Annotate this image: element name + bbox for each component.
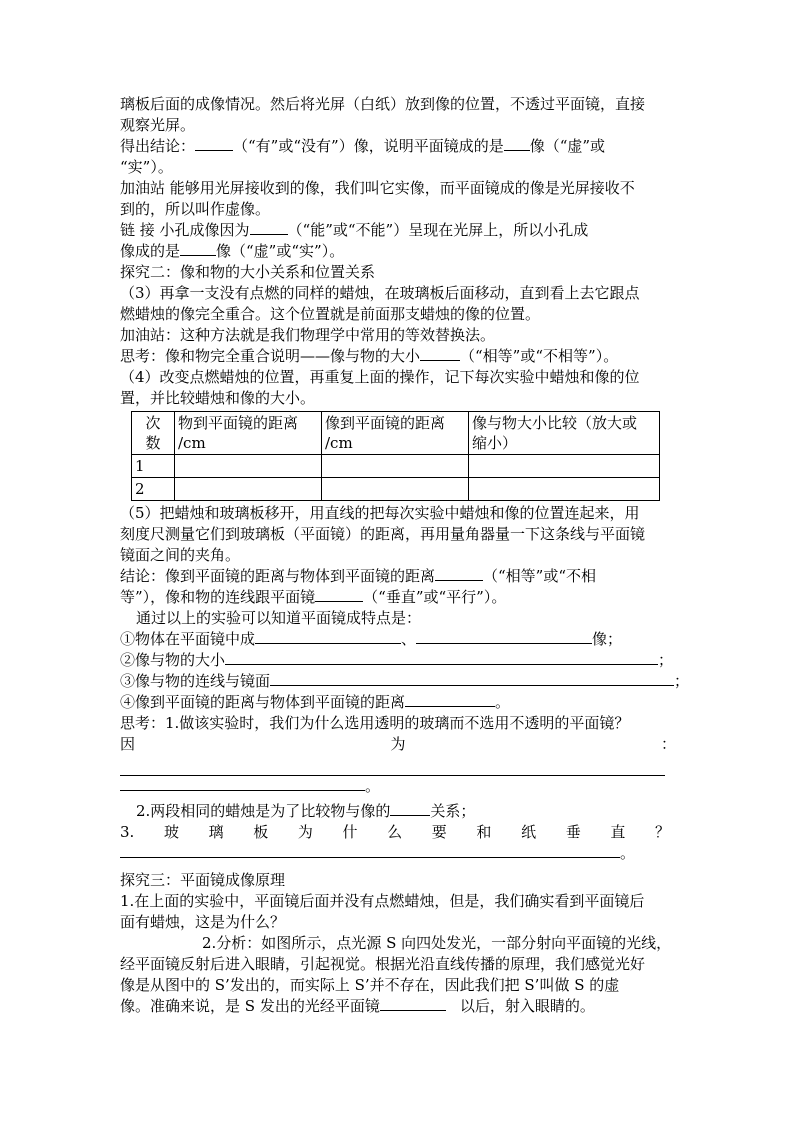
fill-blank[interactable] xyxy=(315,587,363,602)
text-line: 到的，所以叫作虚像。 xyxy=(120,200,271,218)
table-cell: 2 xyxy=(132,478,175,501)
text-line: 像是从图中的 S’发出的，而实际上 S’并不存在，因此我们把 S’叫做 S 的虚 xyxy=(120,976,620,994)
fill-blank[interactable] xyxy=(250,220,288,235)
fill-blank[interactable] xyxy=(120,843,620,858)
section-heading: 探究二：像和物的大小关系和位置关系 xyxy=(120,263,376,281)
table-cell[interactable] xyxy=(469,455,660,478)
fill-blank[interactable] xyxy=(195,136,233,151)
fill-blank[interactable] xyxy=(180,241,216,256)
answer-line: 。 xyxy=(120,843,676,864)
conclusion-line: 结论：像到平面镜的距离与物体到平面镜的距离 （“相等”或“不相 xyxy=(120,567,597,585)
text-line: 面有蜡烛，这是为什么？ xyxy=(120,913,286,931)
answer-line: 。 xyxy=(120,776,676,797)
tip-line: 加油站：这种方法就是我们物理学中常用的等效替换法。 xyxy=(120,326,496,344)
feature-line: ④像到平面镜的距离与物体到平面镜的距离 。 xyxy=(120,693,511,711)
answer-blank[interactable] xyxy=(120,755,665,776)
table-cell[interactable] xyxy=(322,455,469,478)
question-line: 2.两段相同的蜡烛是为了比较物与像的 关系； xyxy=(136,802,476,820)
table-cell[interactable] xyxy=(469,478,660,501)
link-line: 链 接 小孔成像因为 （“能”或“不能”）呈现在光屏上，所以小孔成 xyxy=(120,221,589,239)
text-line: 等”），像和物的连线跟平面镜 （“垂直”或“平行”）。 xyxy=(120,588,507,606)
text-line: 观察光屏。 xyxy=(120,116,196,134)
text-line: （3）再拿一支没有点燃的同样的蜡烛，在玻璃板后面移动，直到看上去它跟点 xyxy=(120,284,640,302)
fill-blank[interactable] xyxy=(120,776,365,791)
section-heading: 探究三：平面镜成像原理 xyxy=(120,871,286,889)
tip-line: 加油站 能够用光屏接收到的像，我们叫它实像，而平面镜成的像是光屏接收不 xyxy=(120,179,635,197)
text-line: （5）把蜡烛和玻璃板移开，用直线的把每次实验中蜡烛和像的位置连起来，用 xyxy=(120,504,640,522)
table-header: 像与物大小比较（放大或 缩小） xyxy=(469,412,660,455)
think-line: 思考：像和物完全重合说明——像与物的大小 （“相等”或“不相等”）。 xyxy=(120,347,619,365)
answer-line: 因 为 ： xyxy=(120,735,676,753)
text-line: 2.分析：如图所示，点光源 S 向四处发光，一部分射向平面镜的光线， xyxy=(202,934,672,952)
text-line: 1.在上面的实验中，平面镜后面并没有点燃蜡烛，但是，我们确实看到平面镜后 xyxy=(120,892,645,910)
table-cell: 1 xyxy=(132,455,175,478)
text-line: “实”）。 xyxy=(120,158,173,176)
table-header: 物到平面镜的距离 /cm xyxy=(175,412,322,455)
worksheet-page xyxy=(120,94,690,1017)
fill-blank[interactable] xyxy=(405,692,495,707)
fill-blank[interactable] xyxy=(255,629,401,644)
fill-blank[interactable] xyxy=(380,996,446,1011)
text-line: 璃板后面的成像情况。然后将光屏（白纸）放到像的位置，不透过平面镜，直接 xyxy=(120,95,646,113)
feature-line: ②像与物的大小 ； xyxy=(120,651,674,669)
table-cell[interactable] xyxy=(322,478,469,501)
conclusion-line: 得出结论： （“有”或“没有”）像，说明平面镜成的是 像（“虚”或 xyxy=(120,137,606,155)
fill-blank[interactable] xyxy=(416,629,592,644)
fill-blank[interactable] xyxy=(390,801,430,816)
table-header: 次 数 xyxy=(132,412,175,455)
fill-blank[interactable] xyxy=(435,566,483,581)
question-line: 思考：1.做该实验时，我们为什么选用透明的玻璃而不选用不透明的平面镜？ xyxy=(120,714,630,732)
table-cell[interactable] xyxy=(175,478,322,501)
table-header: 像到平面镜的距离 /cm xyxy=(322,412,469,455)
text-line: 镜面之间的夹角。 xyxy=(120,546,241,564)
feature-line: ①物体在平面镜中成 、 像； xyxy=(120,630,623,648)
table-header-row xyxy=(132,412,660,455)
fill-blank[interactable] xyxy=(270,671,674,686)
text-line: 置，并比较蜡烛和像的大小。 xyxy=(120,389,316,407)
text-line: 像成的是 像（“虚”或“实”）。 xyxy=(120,242,345,260)
text-line: 像。准确来说，是 S 发出的光经平面镜 以后，射入眼睛的。 xyxy=(120,997,595,1015)
fill-blank[interactable] xyxy=(420,346,460,361)
text-line: 燃蜡烛的像完全重合。这个位置就是前面那支蜡烛的像的位置。 xyxy=(120,305,541,323)
feature-line: ③像与物的连线与镜面 ； xyxy=(120,672,690,690)
text-line: 经平面镜反射后进入眼睛，引起视觉。根据光沿直线传播的原理，我们感觉光好 xyxy=(120,955,646,973)
table-cell[interactable] xyxy=(175,455,322,478)
table-row xyxy=(132,478,660,501)
fill-blank[interactable] xyxy=(504,136,530,151)
fill-blank[interactable] xyxy=(225,650,658,665)
table-row xyxy=(132,455,660,478)
text-line: 通过以上的实验可以知道平面镜成特点是： xyxy=(136,609,422,627)
text-line: （4）改变点燃蜡烛的位置，再重复上面的操作，记下每次实验中蜡烛和像的位 xyxy=(120,368,640,386)
question-line: 3. 玻 璃 板 为 什 么 要 和 纸 垂 直 ？ xyxy=(120,823,670,841)
text-line: 刻度尺测量它们到玻璃板（平面镜）的距离，再用量角器量一下这条线与平面镜 xyxy=(120,525,646,543)
record-table xyxy=(131,411,660,501)
